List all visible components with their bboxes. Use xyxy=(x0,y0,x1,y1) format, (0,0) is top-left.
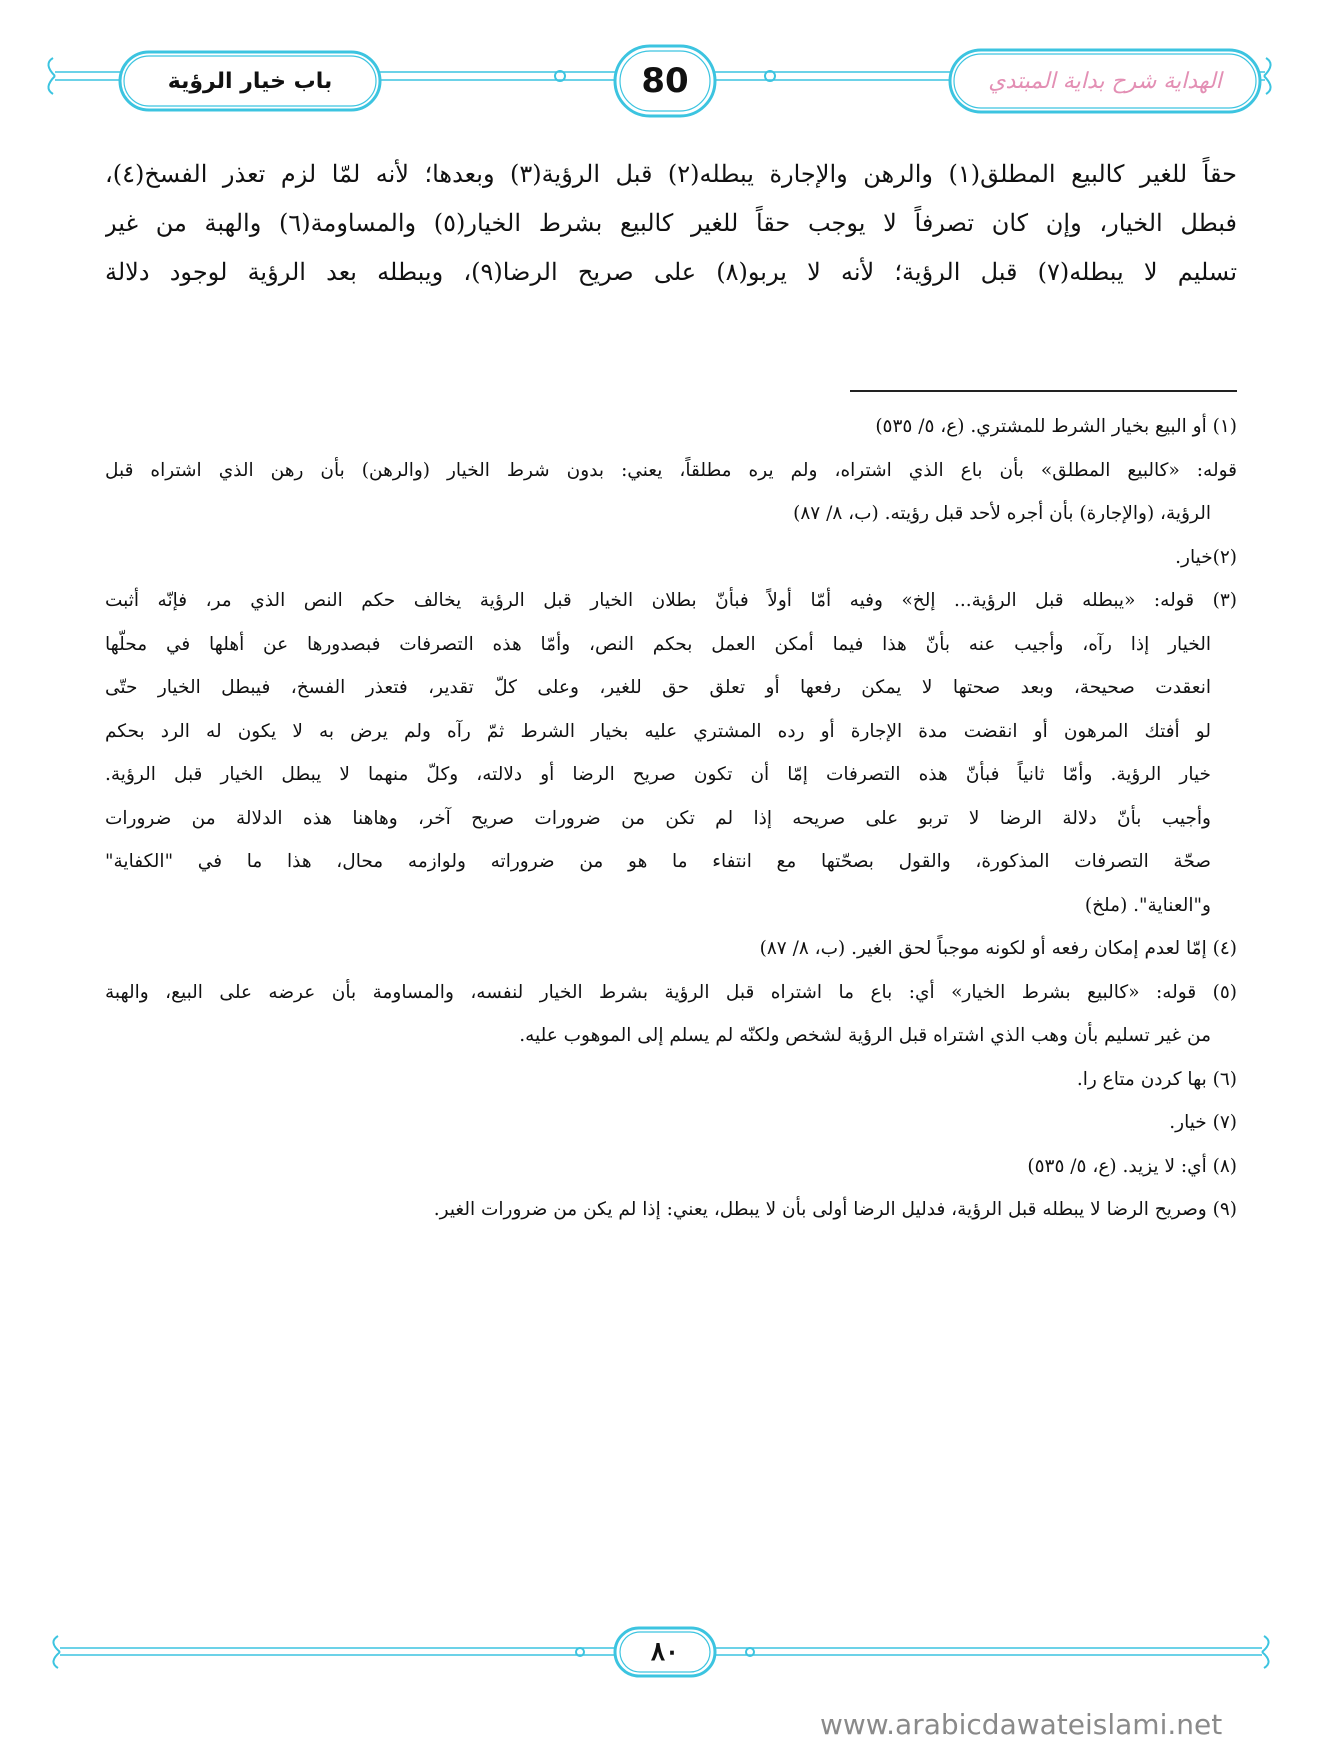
main-text-line: حقاً للغير كالبيع المطلق(١) والرهن والإجارة يبطله(٢) قبل الرؤية(٣) وبعدها؛ لأنه لمّا لزم تعذر الفسخ(٤)، xyxy=(105,160,1237,188)
footer-page-number: ٨٠ xyxy=(651,1637,679,1667)
footnote-line: (٣) قوله: «يبطله قبل الرؤية... إلخ» وفيه أمّا أولاً فبأنّ بطلان الخيار قبل الرؤية يخالف حكم النص الذي مر، فإنّه أثبت xyxy=(105,590,1237,611)
footnotes xyxy=(105,405,1237,1232)
main-text-line: تسليم لا يبطله(٧) قبل الرؤية؛ لأنه لا يربو(٨) على صريح الرضا(٩)، ويبطله بعد الرؤية لوجود دلالة xyxy=(105,258,1237,286)
footnote-line: (٢)خيار. xyxy=(1175,546,1237,568)
header-page-number: 80 xyxy=(641,61,689,101)
footnote-line: (٩) وصريح الرضا لا يبطله قبل الرؤية، فدليل الرضا أولى بأن لا يبطل، يعني: إذا لم يكن من ضرورات الغير. xyxy=(433,1199,1237,1220)
footnote-line: انعقدت صحيحة، وبعد صحتها لا يمكن رفعها أو تعلق حق للغير، وعلى كلّ تقدير، فتعذر الفسخ، فيبطل الخيار حتّى xyxy=(105,677,1211,698)
footnote-line: (٦) بها كردن متاع را. xyxy=(1076,1068,1237,1090)
footnote-line: لو أفتك المرهون أو انقضت مدة الإجارة أو رده المشتري عليه بخيار الشرط ثمّ رآه ولم يرض به لا يكون له الرد بحكم xyxy=(105,720,1211,742)
book-title-logo: الهداية شرح بداية المبتدي xyxy=(988,68,1222,94)
footnote-line: (١) أو البيع بخيار الشرط للمشتري. (ع، ٥/ ٥٣٥) xyxy=(875,416,1237,437)
footnote-line: خيار الرؤية. وأمّا ثانياً فبأنّ هذه التصرفات إمّا أن تكون صريح الرضا أو دلالته، وكلّ منهما لا يبطل الخيار قبل الرؤية. xyxy=(105,764,1211,785)
footnote-line: (٧) خيار. xyxy=(1169,1112,1237,1133)
footnote-line: صحّة التصرفات المذكورة، والقول بصحّتها مع انتفاء ما هو من ضروراته ولوازمه محال، هذا ما في "الكفاية" xyxy=(105,851,1211,872)
main-text-line: فبطل الخيار، وإن كان تصرفاً لا يوجب حقاً للغير كالبيع بشرط الخيار(٥) والمساومة(٦) والهبة من غير xyxy=(105,209,1237,237)
footnote-line: قوله: «كالبيع المطلق» بأن باع الذي اشتراه، ولم يره مطلقاً، يعني: بدون شرط الخيار (والرهن) بأن رهن الذي اشتراه قبل xyxy=(105,459,1237,481)
main-text xyxy=(105,150,1237,297)
footnote-line: الخيار إذا رآه، وأجيب عنه بأنّ هذا فيما أمكن العمل بحكم النص، وأمّا هذه التصرفات فبصدورها عن أهلها في محلّها xyxy=(105,633,1211,655)
page-header xyxy=(0,0,1319,140)
footnote-line: (٤) إمّا لعدم إمكان رفعه أو لكونه موجباً لحق الغير. (ب، ٨/ ٨٧) xyxy=(759,938,1237,959)
footnote-line: (٨) أي: لا يزيد. (ع، ٥/ ٥٣٥) xyxy=(1027,1155,1237,1177)
footnote-line: (٥) قوله: «كالبيع بشرط الخيار» أي: باع ما اشتراه قبل الرؤية بشرط الخيار لنفسه، والمساومة بأن عرضه على البيع، والهبة xyxy=(105,981,1237,1003)
section-title: باب خيار الرؤية xyxy=(167,68,333,94)
footnote-line: و"العناية". (ملخ) xyxy=(1084,894,1211,916)
footnote-line: من غير تسليم بأن وهب الذي اشتراه قبل الرؤية لشخص ولكنّه لم يسلم إلى الموهوب عليه. xyxy=(519,1025,1211,1046)
page-footer xyxy=(0,1620,1319,1700)
footnote-separator xyxy=(850,390,1237,392)
website-watermark[interactable]: www.arabicdawateislami.net xyxy=(820,1708,1223,1741)
footnote-line: وأجيب بأنّ دلالة الرضا لا تربو على صريحه إذا لم تكن من ضرورات صريح آخر، وهاهنا هذه الدلالة من ضرورات xyxy=(105,807,1211,829)
footnote-line: الرؤية، (والإجارة) بأن أجره لأحد قبل رؤيته. (ب، ٨/ ٨٧) xyxy=(793,503,1211,524)
